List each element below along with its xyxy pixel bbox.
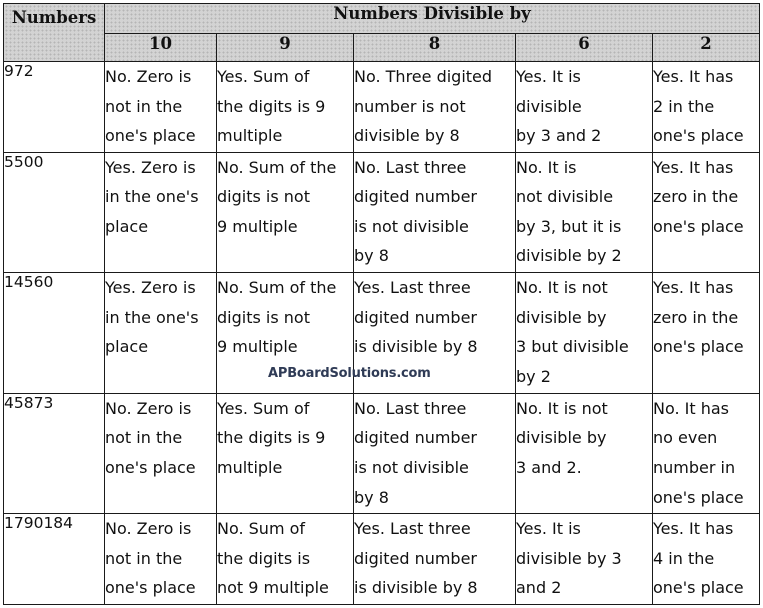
cell-text-line: number is not <box>354 96 466 116</box>
cell-text-line: one's place <box>653 126 744 146</box>
cell-text-line: No. It has <box>653 398 730 418</box>
cell-text-line: is not divisible <box>354 457 469 477</box>
table-row <box>4 62 760 153</box>
cell-text-line: in the one's <box>105 307 199 327</box>
cell-text-line: No. Sum of <box>217 519 306 539</box>
cell-text-line: multiple <box>217 126 283 146</box>
table-row <box>4 393 760 514</box>
divisibility-cell <box>105 152 217 273</box>
divisibility-cell <box>217 514 354 605</box>
divisibility-table <box>3 3 760 605</box>
cell-text-line: Yes. It is <box>516 67 581 86</box>
divisor-column-header: 9 <box>217 34 354 62</box>
cell-text-line: one's place <box>653 337 744 357</box>
cell-text-line: by 2 <box>516 366 551 386</box>
divisibility-cell <box>653 273 760 394</box>
number-cell: 1790184 <box>4 514 105 605</box>
cell-text-line: Yes. Zero is <box>105 278 196 298</box>
cell-text-line: Yes. It has <box>653 67 734 86</box>
number-cell: 45873 <box>4 393 105 514</box>
cell-text-line: No. Three digited <box>354 67 493 86</box>
cell-text-line: is not divisible <box>354 216 469 236</box>
divisibility-cell <box>354 514 516 605</box>
divisibility-cell <box>217 62 354 153</box>
number-cell: 972 <box>4 62 105 153</box>
cell-text-line: Yes. It has <box>653 157 734 177</box>
number-cell: 14560 <box>4 273 105 394</box>
cell-text-line: digits is not <box>217 187 310 207</box>
cell-text-line: in the one's <box>105 187 199 207</box>
cell-text-line: not in the <box>105 548 183 568</box>
cell-text-line: 4 in the <box>653 548 715 568</box>
cell-text-line: no even <box>653 428 718 448</box>
cell-text-line: Yes. It is <box>516 519 581 539</box>
cell-text-line: Yes. Zero is <box>105 157 196 177</box>
cell-text-line: No. It is not <box>516 398 608 418</box>
divisibility-cell <box>516 152 653 273</box>
cell-text-line: 9 multiple <box>217 216 298 236</box>
divisibility-cell <box>653 514 760 605</box>
cell-text-line: divisible by <box>516 428 607 448</box>
divisibility-cell <box>105 393 217 514</box>
cell-text-line: one's place <box>653 578 744 598</box>
cell-text-line: not divisible <box>516 187 614 207</box>
cell-text-line: place <box>105 337 149 357</box>
cell-text-line: the digits is 9 <box>217 96 326 116</box>
number-cell: 5500 <box>4 152 105 273</box>
cell-text-line: not in the <box>105 428 183 448</box>
cell-text-line: divisible <box>516 96 582 116</box>
cell-text-line: 3 and 2. <box>516 457 582 477</box>
cell-text-line: digited number <box>354 307 478 327</box>
cell-text-line: digited number <box>354 548 478 568</box>
divisibility-cell <box>354 62 516 153</box>
divisor-column-header: 6 <box>516 34 653 62</box>
divisibility-cell <box>653 62 760 153</box>
cell-text-line: is divisible by 8 <box>354 578 478 598</box>
cell-text-line: by 3 and 2 <box>516 126 602 146</box>
cell-text-line: Yes. Sum of <box>217 398 310 418</box>
divisibility-cell <box>516 273 653 394</box>
cell-text-line: No. It is not <box>516 278 608 298</box>
cell-text-line: No. Zero is <box>105 67 192 86</box>
cell-text-line: digited number <box>354 428 478 448</box>
cell-text-line: zero in the <box>653 187 739 207</box>
cell-text-line: and 2 <box>516 578 562 598</box>
cell-text-line: No. Zero is <box>105 519 192 539</box>
divisibility-cell <box>354 152 516 273</box>
cell-text-line: Yes. It has <box>653 519 734 539</box>
cell-text-line: the digits is 9 <box>217 428 326 448</box>
cell-text-line: one's place <box>105 457 196 477</box>
cell-text-line: multiple <box>217 457 283 477</box>
divisible-by-group-header: Numbers Divisible by <box>105 4 760 34</box>
divisibility-cell <box>217 152 354 273</box>
cell-text-line: divisible by 8 <box>354 126 460 146</box>
table-row <box>4 152 760 273</box>
cell-text-line: one's place <box>653 216 744 236</box>
cell-text-line: by 3, but it is <box>516 216 622 236</box>
cell-text-line: No. Last three <box>354 398 467 418</box>
divisibility-cell <box>105 514 217 605</box>
divisor-column-header: 10 <box>105 34 217 62</box>
divisibility-cell <box>217 393 354 514</box>
divisor-column-header: 2 <box>653 34 760 62</box>
cell-text-line: not in the <box>105 96 183 116</box>
divisibility-cell <box>354 393 516 514</box>
table-row <box>4 514 760 605</box>
cell-text-line: No. Last three <box>354 157 467 177</box>
cell-text-line: No. It is <box>516 157 577 177</box>
cell-text-line: is divisible by 8 <box>354 337 478 357</box>
cell-text-line: Yes. Last three <box>354 519 471 539</box>
cell-text-line: divisible by <box>516 307 607 327</box>
cell-text-line: No. Zero is <box>105 398 192 418</box>
cell-text-line: divisible by 2 <box>516 246 622 266</box>
cell-text-line: Yes. It has <box>653 278 734 298</box>
cell-text-line: 9 multiple <box>217 337 298 357</box>
cell-text-line: place <box>105 216 149 236</box>
cell-text-line: 3 but divisible <box>516 337 629 357</box>
cell-text-line: not 9 multiple <box>217 578 329 598</box>
cell-text-line: by 8 <box>354 246 389 266</box>
numbers-column-header: Numbers <box>4 4 105 62</box>
divisibility-cell <box>653 393 760 514</box>
cell-text-line: one's place <box>653 487 744 507</box>
cell-text-line: Yes. Last three <box>354 278 471 298</box>
cell-text-line: divisible by 3 <box>516 548 622 568</box>
cell-text-line: digits is not <box>217 307 310 327</box>
divisibility-cell <box>516 393 653 514</box>
divisibility-cell <box>105 273 217 394</box>
divisor-column-header: 8 <box>354 34 516 62</box>
cell-text-line: number in <box>653 457 736 477</box>
divisibility-cell <box>516 62 653 153</box>
divisibility-cell <box>105 62 217 153</box>
watermark: APBoardSolutions.com <box>268 366 431 381</box>
cell-text-line: 2 in the <box>653 96 715 116</box>
cell-text-line: the digits is <box>217 548 311 568</box>
cell-text-line: Yes. Sum of <box>217 67 310 86</box>
cell-text-line: by 8 <box>354 487 389 507</box>
cell-text-line: one's place <box>105 578 196 598</box>
divisibility-cell <box>516 514 653 605</box>
cell-text-line: No. Sum of the <box>217 278 337 298</box>
cell-text-line: one's place <box>105 126 196 146</box>
cell-text-line: No. Sum of the <box>217 157 337 177</box>
cell-text-line: zero in the <box>653 307 739 327</box>
cell-text-line: digited number <box>354 187 478 207</box>
divisibility-cell <box>653 152 760 273</box>
